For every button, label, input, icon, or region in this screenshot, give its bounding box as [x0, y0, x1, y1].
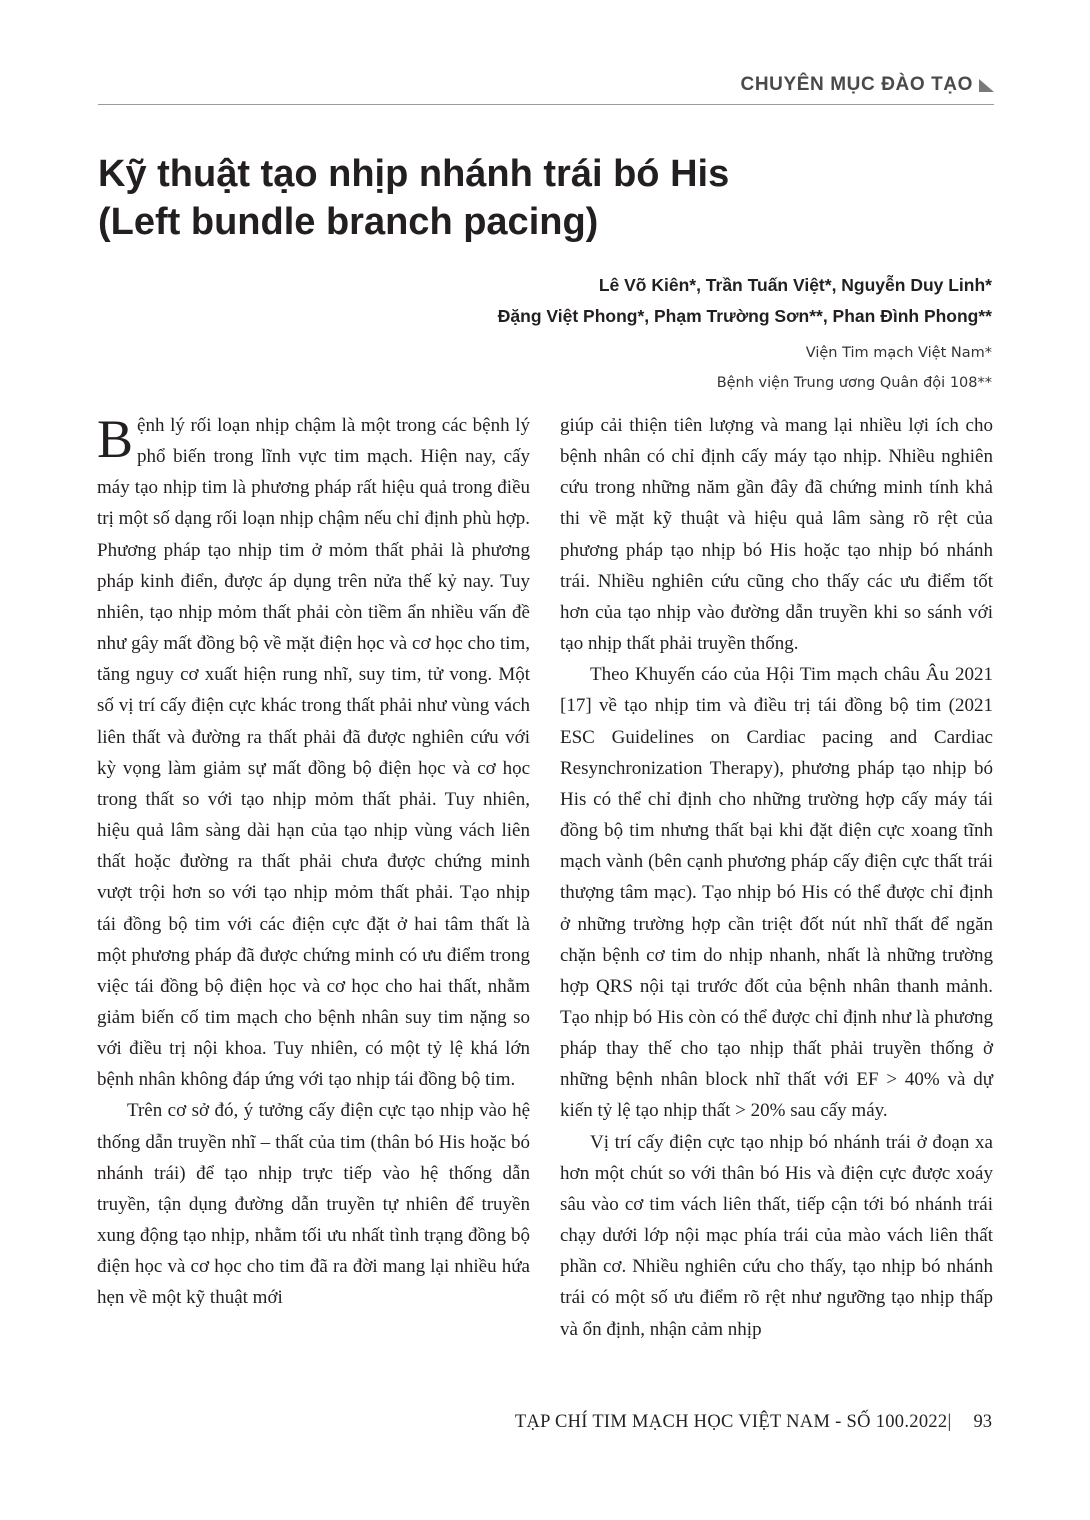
drop-cap: B	[97, 409, 134, 469]
column-left	[97, 410, 530, 1314]
paragraph-2: Trên cơ sở đó, ý tưởng cấy điện cực tạo nhịp vào hệ thống dẫn truyền nhĩ – thất của tim (thân bó His hoặc bó nhánh trái) để tạo nhịp trực tiếp vào hệ thống dẫn truyền, tận dụng đường dẫn truyền tự nhiên để truyền xung động tạo nhịp, nhằm tối ưu nhất tình trạng đồng bộ điện học và cơ học cho tim đã ra đời mang lại nhiều hứa hẹn về một kỹ thuật mới	[97, 1100, 530, 1309]
journal-name: TẠP CHÍ TIM MẠCH HỌC VIỆT NAM - SỐ 100.2022|	[514, 1412, 952, 1432]
authors-line-1: Lê Võ Kiên*, Trần Tuấn Việt*, Nguyễn Duy Linh*	[598, 275, 992, 295]
authors	[498, 270, 992, 332]
article-title	[98, 150, 978, 246]
affiliations	[717, 338, 992, 398]
paragraph-4: Vị trí cấy điện cực tạo nhịp bó nhánh trái ở đoạn xa hơn một chút so với thân bó His và điện cực được xoáy sâu vào cơ tim vách liên thất, tiếp cận tới bó nhánh trái chạy dưới lớp nội mạc phía trái của mào vách liên thất phần cơ. Nhiều nghiên cứu cho thấy, tạo nhịp bó nhánh trái có một số ưu điểm rõ rệt như ngưỡng tạo nhịp thấp và ổn định, nhận cảm nhịp	[560, 1131, 993, 1340]
header-divider	[98, 104, 994, 105]
paragraph-1	[97, 410, 530, 1095]
section-header	[741, 74, 994, 96]
authors-line-2: Đặng Việt Phong*, Phạm Trường Sơn**, Phan Đình Phong**	[497, 306, 992, 326]
title-line-2: (Left bundle branch pacing)	[98, 201, 599, 243]
affiliation-2: Bệnh viện Trung ương Quân đội 108**	[716, 375, 992, 391]
column-right	[560, 410, 993, 1345]
paragraph-1-text: ệnh lý rối loạn nhịp chậm là một trong các bệnh lý phổ biến trong lĩnh vực tim mạch. Hiện nay, cấy máy tạo nhịp tim là phương pháp rất hiệu quả trong điều trị một số dạng rối loạn nhịp chậm nếu chỉ định phù hợp. Phương pháp tạo nhịp tim ở mỏm thất phải là phương pháp kinh điển, được áp dụng trên nửa thế kỷ nay. Tuy nhiên, tạo nhịp mỏm thất phải còn tiềm ẩn nhiều vấn đề như gây mất đồng bộ về mặt điện học và cơ học cho tim, tăng nguy cơ xuất hiện rung nhĩ, suy tim, tử vong. Một số vị trí cấy điện cực khác trong thất phải như vùng vách liên thất và đường ra thất phải đã được nghiên cứu với kỳ vọng làm giảm sự mất đồng bộ điện học và cơ học trong thất so với tạo nhịp mỏm thất phải. Tuy nhiên, hiệu quả lâm sàng dài hạn của tạo nhịp vùng vách liên thất hoặc đường ra thất phải chưa được chứng minh vượt trội hơn so với tạo nhịp mỏm thất phải. Tạo nhịp tái đồng bộ tim với các điện cực đặt ở hai tâm thất là một phương pháp đã được chứng minh có ưu điểm trong việc tái đồng bộ điện học và cơ học cho hai thất, nhằm giảm biến cố tim mạch cho bệnh nhân suy tim nặng so với điều trị nội khoa. Tuy nhiên, có một tỷ lệ khá lớn bệnh nhân không đáp ứng với tạo nhịp tái đồng bộ tim.	[97, 415, 530, 1091]
triangle-icon	[979, 79, 994, 92]
affiliation-1: Viện Tim mạch Việt Nam*	[805, 345, 992, 361]
paragraph-2-continued: giúp cải thiện tiên lượng và mang lại nhiều lợi ích cho bệnh nhân có chỉ định cấy máy tạo nhịp. Nhiều nghiên cứu trong những năm gần đây đã chứng minh tính khả thi về mặt kỹ thuật và hiệu quả lâm sàng rõ rệt của phương pháp tạo nhịp bó His hoặc tạo nhịp bó nhánh trái. Nhiều nghiên cứu cũng cho thấy các ưu điểm tốt hơn của tạo nhịp vào đường dẫn truyền khi so sánh với tạo nhịp thất phải truyền thống.	[560, 415, 993, 655]
paragraph-3: Theo Khuyến cáo của Hội Tim mạch châu Âu 2021 [17] về tạo nhịp tim và điều trị tái đồng bộ tim (2021 ESC Guidelines on Cardiac pacing and Cardiac Resynchronization Therapy), phương pháp tạo nhịp bó His có thể chỉ định cho những trường hợp cấy máy tái đồng bộ tim nhưng thất bại khi đặt điện cực xoang tĩnh mạch vành (bên cạnh phương pháp cấy điện cực thất trái thượng tâm mạc). Tạo nhịp bó His có thể được chỉ định ở những trường hợp cần triệt đốt nút nhĩ thất để ngăn chặn bệnh cơ tim do nhịp nhanh, nhất là những trường hợp QRS nội tại trước đốt của bệnh nhân thanh mảnh. Tạo nhịp bó His còn có thể được chỉ định như là phương pháp thay thế cho tạo nhịp thất phải truyền thống ở những bệnh nhân block nhĩ thất với EF > 40% và dự kiến tỷ lệ tạo nhịp thất > 20% sau cấy máy.	[560, 664, 993, 1122]
page-footer	[515, 1412, 992, 1433]
footer-separator: |	[947, 1412, 952, 1432]
page-number: 93	[973, 1412, 992, 1432]
title-line-1: Kỹ thuật tạo nhịp nhánh trái bó His	[98, 153, 730, 195]
section-label: CHUYÊN MỤC ĐÀO TẠO	[740, 74, 973, 95]
